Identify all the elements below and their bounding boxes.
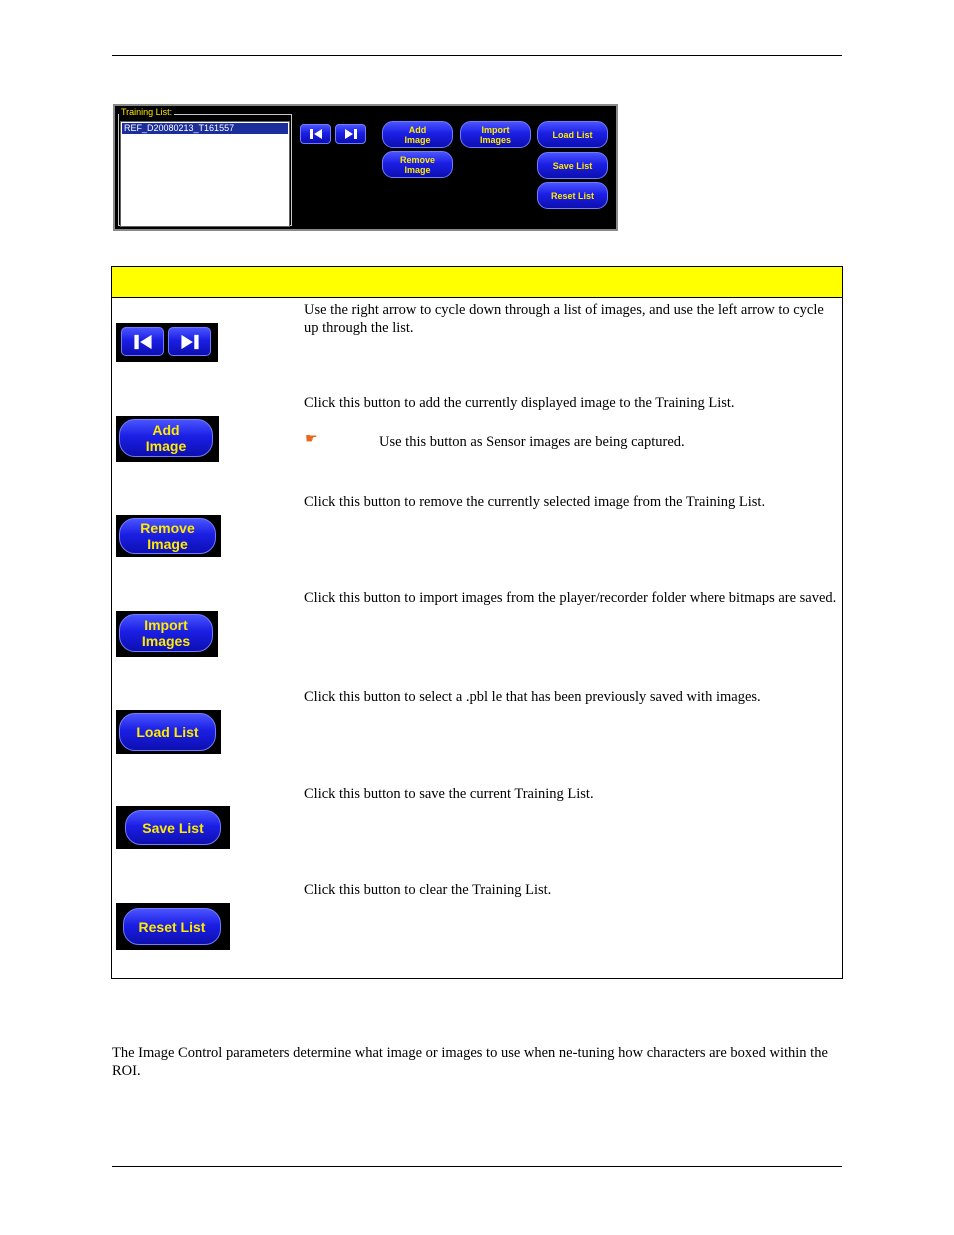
skip-forward-icon: [180, 333, 200, 351]
load-list-thumbnail: [116, 710, 221, 754]
reset-list-thumbnail: [116, 903, 230, 950]
save-list-thumbnail: [116, 806, 230, 849]
footer-rule: [112, 1166, 842, 1167]
add-image-thumbnail: [116, 416, 219, 462]
load-list-button[interactable]: Load List: [537, 121, 608, 148]
remove-image-button: Remove Image: [119, 518, 216, 554]
skip-forward-icon: [344, 128, 358, 140]
button-reference-table: [111, 266, 843, 979]
row-note: Use this button as Sensor images are being captured.: [379, 434, 685, 450]
row-description: Use the right arrow to cycle down through a list of images, and use the left arrow to cycle up through the list.: [304, 302, 824, 336]
skip-back-icon: [133, 333, 153, 351]
row-description: Click this button to save the current Training List.: [304, 786, 594, 802]
next-image-button[interactable]: [335, 124, 366, 144]
row-description: Click this button to import images from the player/recorder folder where bitmaps are saved.: [304, 590, 837, 606]
header-rule: [112, 55, 842, 56]
row-description: Click this button to clear the Training List.: [304, 882, 552, 898]
reset-list-button[interactable]: Reset List: [537, 182, 608, 209]
import-images-thumbnail: [116, 611, 218, 657]
training-listbox[interactable]: [120, 121, 290, 227]
arrow-buttons-thumbnail: [116, 323, 218, 362]
add-image-button: Add Image: [119, 419, 213, 457]
next-image-button: [168, 327, 211, 356]
row-description: Click this button to remove the currently selected image from the Training List.: [304, 494, 766, 510]
load-list-button: Load List: [119, 713, 216, 751]
body-paragraph: The Image Control parameters determine what image or images to use when ne-tuning how characters are boxed within the ROI.: [112, 1045, 828, 1079]
row-description: Click this button to select a .pbl le that has been previously saved with images.: [304, 689, 761, 705]
table-header: [112, 267, 842, 298]
remove-image-thumbnail: [116, 515, 221, 557]
import-images-button: Import Images: [119, 614, 213, 652]
list-item[interactable]: REF_D20080213_T161557: [122, 123, 288, 134]
add-image-button[interactable]: Add Image: [382, 121, 453, 148]
pointing-hand-icon: ☛: [305, 431, 318, 447]
import-images-button[interactable]: Import Images: [460, 121, 531, 148]
remove-image-button[interactable]: Remove Image: [382, 151, 453, 178]
training-list-panel: [113, 104, 618, 231]
training-list-label: Training List:: [121, 107, 173, 117]
previous-image-button: [121, 327, 164, 356]
reset-list-button: Reset List: [123, 908, 221, 945]
row-description: Click this button to add the currently displayed image to the Training List.: [304, 395, 735, 411]
save-list-button[interactable]: Save List: [537, 152, 608, 179]
previous-image-button[interactable]: [300, 124, 331, 144]
skip-back-icon: [309, 128, 323, 140]
save-list-button: Save List: [125, 810, 221, 845]
